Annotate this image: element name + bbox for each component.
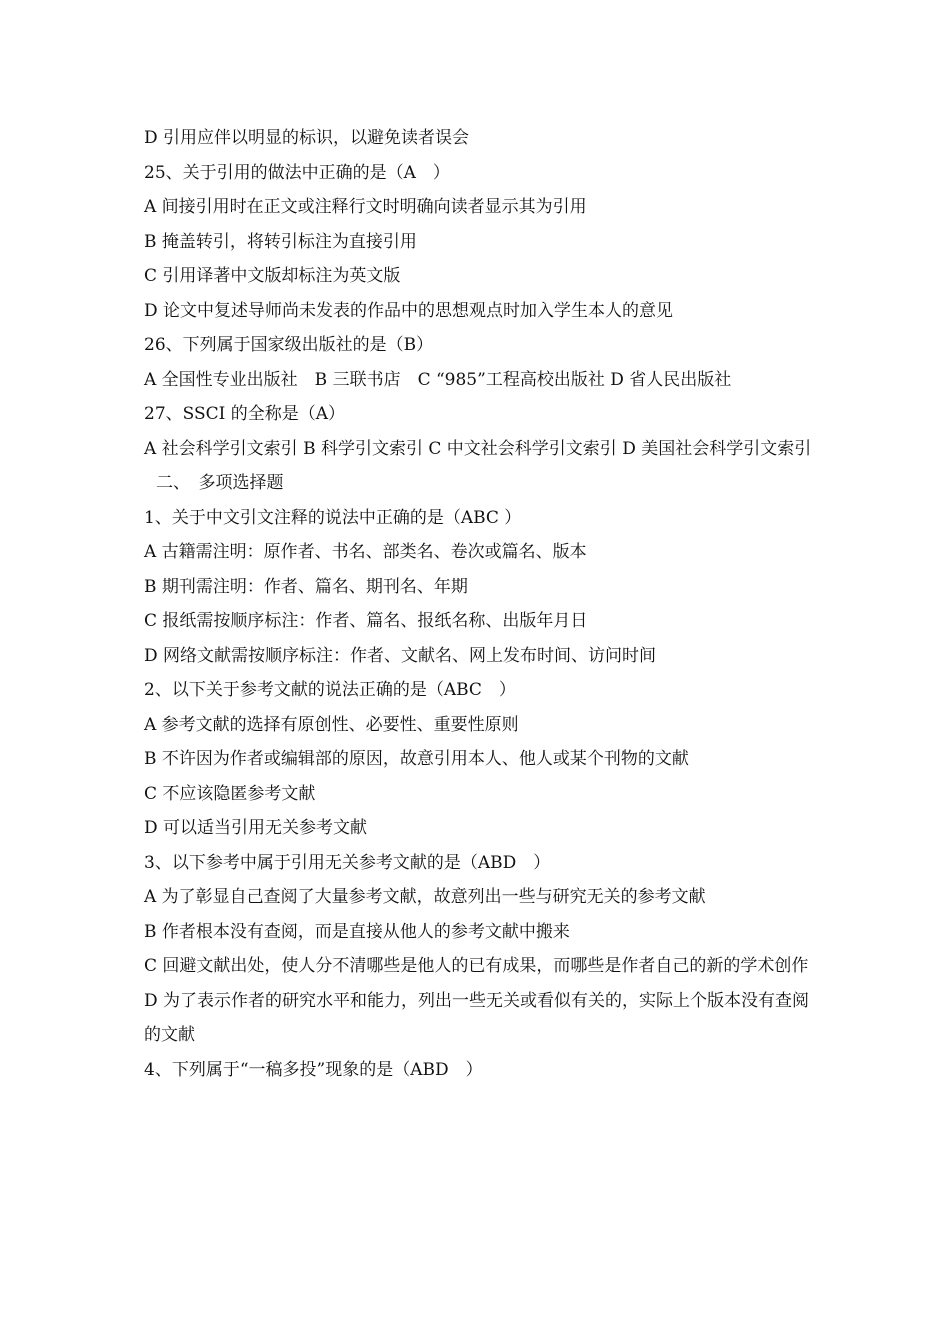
option-line: A 间接引用时在正文或注释行文时明确向读者显示其为引用 <box>144 197 587 217</box>
option-line: D 论文中复述导师尚未发表的作品中的思想观点时加入学生本人的意见 <box>144 300 674 321</box>
option-line: A 为了彰显自己查阅了大量参考文献，故意列出一些与研究无关的参考文献 <box>144 887 706 907</box>
option-line: D 引用应伴以明显的标识，以避免读者误会 <box>144 128 470 148</box>
option-line: C 引用译著中文版却标注为英文版 <box>144 266 401 286</box>
section-heading: 二、 多项选择题 <box>156 473 284 493</box>
question-line: 4、下列属于“一稿多投”现象的是（ABD ） <box>144 1059 483 1080</box>
option-line: B 作者根本没有查阅，而是直接从他人的参考文献中搬来 <box>144 921 570 942</box>
option-line: B 不许因为作者或编辑部的原因，故意引用本人、他人或某个刊物的文献 <box>144 749 689 769</box>
question-line: 26、下列属于国家级出版社的是（B） <box>144 335 434 355</box>
option-line: C 不应该隐匿参考文献 <box>144 783 316 804</box>
question-line: 2、以下关于参考文献的说法正确的是（ABC ） <box>144 680 516 700</box>
option-line: A 古籍需注明：原作者、书名、部类名、卷次或篇名、版本 <box>144 542 587 562</box>
option-line: A 全国性专业出版社 B 三联书店 C “985”工程高校出版社 D 省人民出版社 <box>144 369 732 390</box>
question-line: 3、以下参考中属于引用无关参考文献的是（ABD ） <box>144 852 551 873</box>
option-line: C 报纸需按顺序标注：作者、篇名、报纸名称、出版年月日 <box>144 611 588 631</box>
option-line: A 参考文献的选择有原创性、必要性、重要性原则 <box>144 714 519 735</box>
question-line: 27、SSCI 的全称是（A） <box>144 404 346 424</box>
document-body <box>144 121 814 1087</box>
option-line: D 可以适当引用无关参考文献 <box>144 818 368 838</box>
question-line: 1、关于中文引文注释的说法中正确的是（ABC ） <box>144 507 522 528</box>
option-line: D 为了表示作者的研究水平和能力，列出一些无关或看似有关的，实际上个版本没有查阅的文献 <box>144 990 810 1045</box>
option-line: A 社会科学引文索引 B 科学引文索引 C 中文社会科学引文索引 D 美国社会科学引文索引 <box>144 438 812 459</box>
option-line: C 回避文献出处，使人分不清哪些是他人的已有成果，而哪些是作者自己的新的学术创作 <box>144 956 809 976</box>
option-line: B 期刊需注明：作者、篇名、期刊名、年期 <box>144 576 468 597</box>
question-line: 25、关于引用的做法中正确的是（A ） <box>144 162 450 183</box>
option-line: B 掩盖转引，将转引标注为直接引用 <box>144 231 417 252</box>
option-line: D 网络文献需按顺序标注：作者、文献名、网上发布时间、访问时间 <box>144 645 657 666</box>
